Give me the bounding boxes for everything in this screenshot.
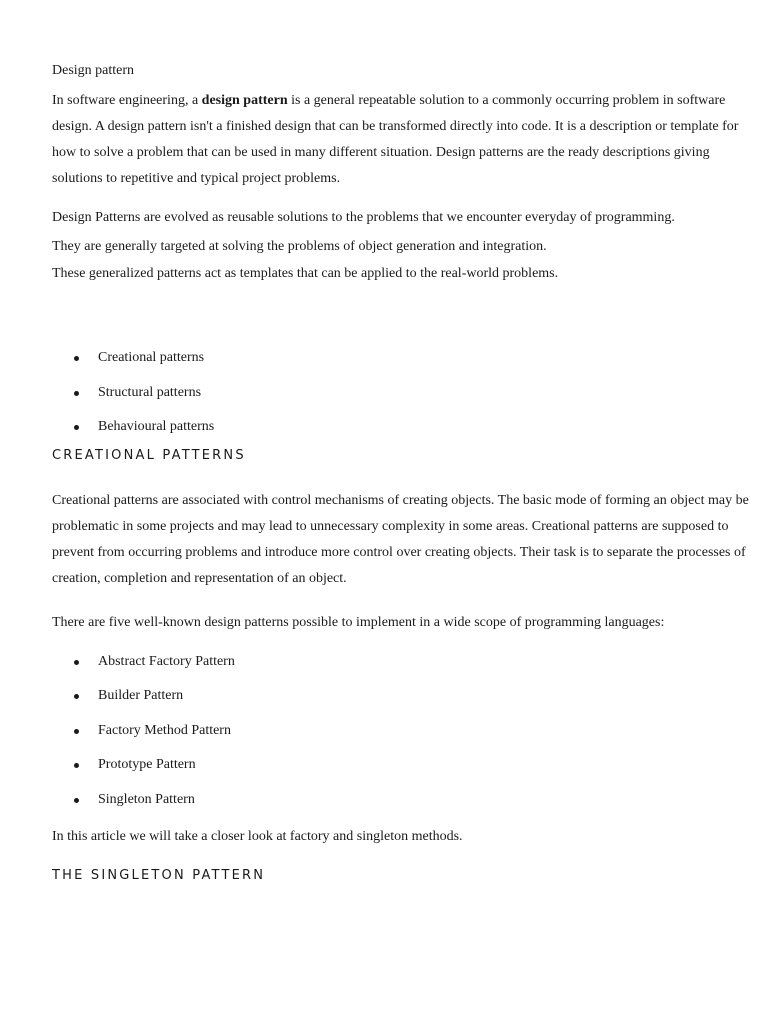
bullet-icon [74,356,79,361]
list-item [52,652,768,687]
intro-prefix: In software engineering, a [52,93,202,108]
intro-rest: is a general repeatable solution to a commonly occurring problem in software design. A design pattern isn't a finished design that can be transformed directly into code. It is a description or template for how to solve a problem that can be used in many different situation. Design patterns are the ready descriptions giving solutions to repetitive and typical project problems. [52,93,739,186]
bullet-icon [74,798,79,803]
closing-paragraph: In this article we will take a closer look at factory and singleton methods. [52,829,463,844]
reusable-paragraph [52,203,752,261]
creational-heading: CREATIONAL PATTERNS [52,447,246,463]
pattern-types-list [52,348,768,452]
list-item [52,383,768,418]
reusable-line-1: Design Patterns are evolved as reusable solutions to the problems that we encounter everyday of programming. [52,210,675,225]
list-item-label: Builder Pattern [98,688,184,703]
templates-paragraph: These generalized patterns act as templates that can be applied to the real-world problems. [52,266,559,281]
list-item [52,721,768,756]
list-item [52,790,768,825]
list-item [52,417,768,452]
list-item-label: Factory Method Pattern [98,722,231,738]
intro-bold-term: design pattern [201,93,288,108]
document-title: Design pattern [52,63,135,78]
list-item [52,686,768,721]
creational-paragraph: Creational patterns are associated with control mechanisms of creating objects. The basic mode of forming an object may be problematic in some projects and may lead to unnecessary complexity in some areas. Creational patterns are supposed to prevent from occurring problems and introduce more control over creating objects. Their task is to separate the processes of creation, completion and representation of an object. [52,492,749,586]
list-item-label: Singleton Pattern [98,791,195,807]
creational-patterns-list [52,652,768,825]
five-patterns-intro: There are five well-known design patterns possible to implement in a wide scope of programming languages: [52,614,665,630]
bullet-icon [74,763,79,768]
bullet-icon [74,425,79,430]
list-item-label: Creational patterns [98,350,205,365]
bullet-icon [74,729,79,734]
list-item-label: Structural patterns [98,384,202,400]
bullet-icon [74,694,79,699]
reusable-line-2: They are generally targeted at solving the problems of object generation and integration. [52,239,547,254]
bullet-icon [74,660,79,665]
list-item [52,755,768,790]
singleton-heading: THE SINGLETON PATTERN [52,868,266,883]
bullet-icon [74,391,79,396]
list-item-label: Abstract Factory Pattern [98,653,235,669]
list-item [52,348,768,383]
intro-paragraph [52,88,752,192]
list-item-label: Prototype Pattern [98,757,196,772]
list-item-label: Behavioural patterns [98,419,215,434]
